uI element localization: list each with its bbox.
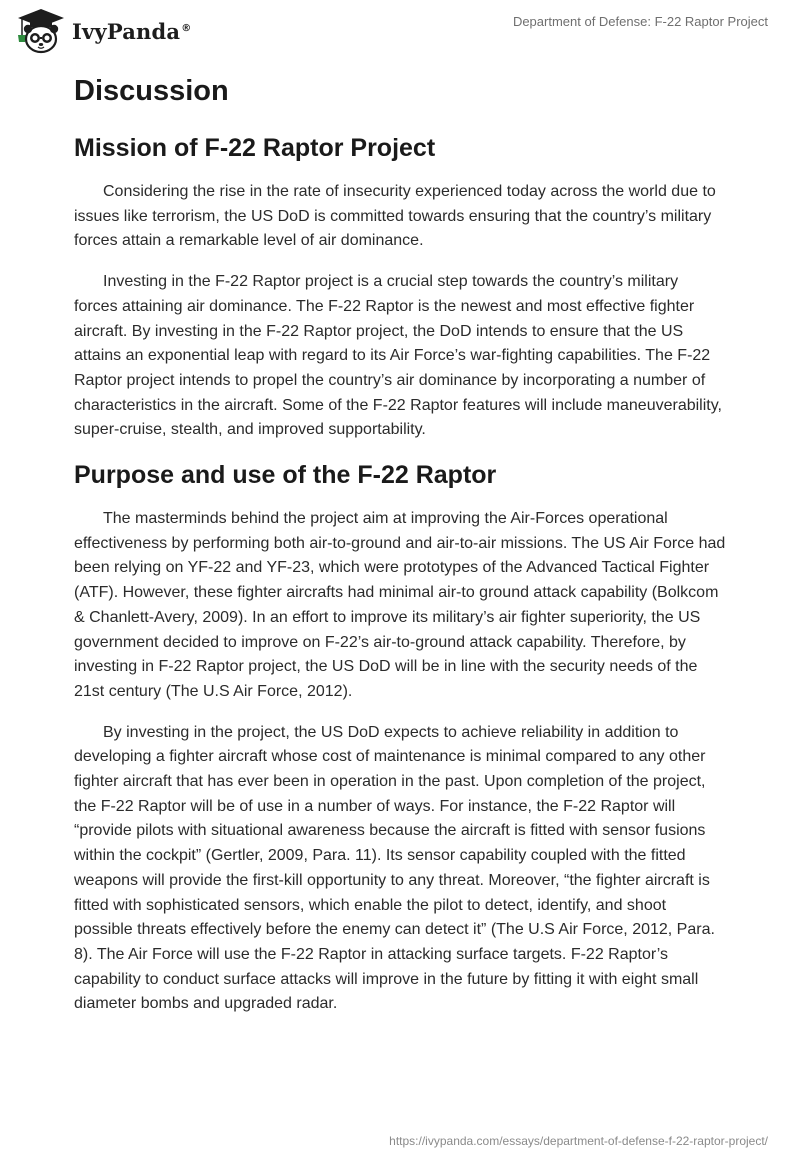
panda-graduate-icon	[14, 8, 68, 54]
paragraph: By investing in the project, the US DoD expects to achieve reliability in addition to developing a fighter aircraft whose cost of maintenance is minimal compared to any other fighter aircraft that has ever been in operation in the past. Upon completion of the project, the F-22 Raptor will be of use in a number of ways. For instance, the F-22 Raptor will “provide pilots with situational awareness because the aircraft is fitted with sensor fusions within the cockpit” (Gertler, 2009, Para. 11). Its sensor capability coupled with the fitted weapons will provide the first-kill opportunity to any threat. Moreover, “the fighter aircraft is fitted with sophisticated sensors, which enable the pilot to detect, identify, and shoot possible threats effectively before the enemy can detect it” (The U.S Air Force, 2012, Para. 8). The Air Force will use the F-22 Raptor in attacking surface targets. F-22 Raptor’s capability to conduct surface attacks will improve in the future by fitting it with eight small diameter bombs and upgraded radar.	[74, 723, 715, 1013]
paragraph: The masterminds behind the project aim at improving the Air-Forces operational effectiveness by performing both air-to-ground and air-to-air missions. The US Air Force had been relying on YF-22 and YF-23, which were prototypes of the Advanced Tactical Fighter (ATF). However, these fighter aircrafts had minimal air-to ground attack capability (Bolkcom & Chanlett-Avery, 2009). In an effort to improve its military’s air fighter superiority, the US government decided to improve on F-22’s air-to-ground attack capability. Therefore, by investing in F-22 Raptor project, the US DoD will be in line with the security needs of the 21st century (The U.S Air Force, 2012).	[74, 510, 726, 700]
section-heading: Discussion	[74, 75, 229, 107]
subsection-heading: Mission of F-22 Raptor Project	[74, 134, 436, 162]
subsection-heading: Purpose and use of the F-22 Raptor	[74, 461, 497, 490]
source-url[interactable]: https://ivypanda.com/essays/department-of-defense-f-22-raptor-project/	[389, 1134, 768, 1148]
ivypanda-logo[interactable]	[14, 8, 191, 54]
registered-mark: ®	[181, 22, 192, 34]
paragraph: Investing in the F-22 Raptor project is a crucial step towards the country’s military forces attaining air dominance. The F-22 Raptor is the newest and most effective fighter aircraft. By investing in the F-22 Raptor project, the DoD intends to ensure that the US attains an exponential leap with regard to its Air Force’s war-fighting capabilities. The F-22 Raptor project intends to propel the country’s air dominance by incorporating a number of characteristics in the aircraft. Some of the F-22 Raptor features will include maneuverability, super-cruise, stealth, and improved supportability.	[74, 273, 722, 439]
brand-name	[72, 19, 191, 44]
brand-text: IvyPanda	[72, 18, 181, 44]
document-title: Department of Defense: F-22 Raptor Project	[512, 14, 768, 29]
page-header	[0, 0, 800, 60]
paragraph: Considering the rise in the rate of insecurity experienced today across the world due to issues like terrorism, the US DoD is committed towards ensuring that the country’s military forces attain a remarkable level of air dominance.	[74, 183, 716, 250]
article-body	[74, 72, 726, 1033]
